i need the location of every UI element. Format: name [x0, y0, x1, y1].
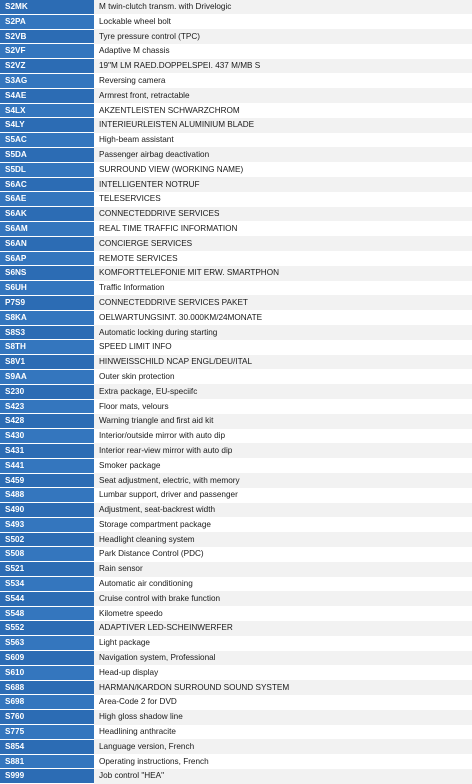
option-code: S610: [0, 665, 94, 680]
table-row: [0, 325, 472, 340]
option-code: S5AC: [0, 133, 94, 148]
table-row: [0, 636, 472, 651]
option-code: S2MK: [0, 0, 94, 14]
option-description: Extra package, EU-speciifc: [94, 384, 472, 399]
table-row: [0, 340, 472, 355]
table-row: [0, 532, 472, 547]
table-row: [0, 29, 472, 44]
option-code: S698: [0, 695, 94, 710]
option-code: S430: [0, 429, 94, 444]
option-description: Outer skin protection: [94, 369, 472, 384]
option-description: Warning triangle and first aid kit: [94, 414, 472, 429]
option-code: S775: [0, 725, 94, 740]
option-description: Lockable wheel bolt: [94, 14, 472, 29]
option-description: TELESERVICES: [94, 192, 472, 207]
table-row: [0, 192, 472, 207]
option-code: S5DA: [0, 147, 94, 162]
option-code: S431: [0, 443, 94, 458]
table-row: [0, 503, 472, 518]
option-description: M twin-clutch transm. with Drivelogic: [94, 0, 472, 14]
option-description: Passenger airbag deactivation: [94, 147, 472, 162]
table-row: [0, 621, 472, 636]
table-row: [0, 281, 472, 296]
table-row: [0, 295, 472, 310]
option-code: S441: [0, 458, 94, 473]
table-row: [0, 88, 472, 103]
table-row: [0, 458, 472, 473]
option-description: Interior/outside mirror with auto dip: [94, 429, 472, 444]
option-description: CONNECTEDDRIVE SERVICES PAKET: [94, 295, 472, 310]
option-code: S4AE: [0, 88, 94, 103]
option-code: S508: [0, 547, 94, 562]
table-row: [0, 710, 472, 725]
table-row: [0, 236, 472, 251]
table-row: [0, 369, 472, 384]
option-code: S534: [0, 577, 94, 592]
option-code: S3AG: [0, 73, 94, 88]
option-code: S563: [0, 636, 94, 651]
option-code: S502: [0, 532, 94, 547]
option-description: INTERIEURLEISTEN ALUMINIUM BLADE: [94, 118, 472, 133]
table-row: [0, 147, 472, 162]
option-code: S999: [0, 769, 94, 784]
option-description: 19"M LM RAED.DOPPELSPEI. 437 M/MB S: [94, 59, 472, 74]
table-row: [0, 547, 472, 562]
table-row: [0, 59, 472, 74]
option-code: S760: [0, 710, 94, 725]
option-description: Headlining anthracite: [94, 725, 472, 740]
option-code: S5DL: [0, 162, 94, 177]
table-row: [0, 488, 472, 503]
option-code: S8TH: [0, 340, 94, 355]
option-description: Tyre pressure control (TPC): [94, 29, 472, 44]
option-description: REMOTE SERVICES: [94, 251, 472, 266]
option-description: Reversing camera: [94, 73, 472, 88]
option-code: S881: [0, 754, 94, 769]
option-description: Interior rear-view mirror with auto dip: [94, 443, 472, 458]
option-code: S854: [0, 739, 94, 754]
option-description: OELWARTUNGSINT. 30.000KM/24MONATE: [94, 310, 472, 325]
option-description: Automatic air conditioning: [94, 577, 472, 592]
table-row: [0, 251, 472, 266]
option-description: HINWEISSCHILD NCAP ENGL/DEU/ITAL: [94, 355, 472, 370]
option-description: Automatic locking during starting: [94, 325, 472, 340]
table-row: [0, 651, 472, 666]
option-description: REAL TIME TRAFFIC INFORMATION: [94, 221, 472, 236]
table-row: [0, 665, 472, 680]
option-code: P7S9: [0, 295, 94, 310]
option-code: S2VF: [0, 44, 94, 59]
table-row: [0, 310, 472, 325]
table-row: [0, 562, 472, 577]
option-description: Storage compartment package: [94, 517, 472, 532]
option-code: S6NS: [0, 266, 94, 281]
option-code: S230: [0, 384, 94, 399]
option-code: S6AP: [0, 251, 94, 266]
table-row: [0, 399, 472, 414]
option-code: S423: [0, 399, 94, 414]
option-code: S459: [0, 473, 94, 488]
option-description: Adaptive M chassis: [94, 44, 472, 59]
table-row: [0, 162, 472, 177]
table-row: [0, 44, 472, 59]
table-row: [0, 103, 472, 118]
option-code: S688: [0, 680, 94, 695]
option-description: High gloss shadow line: [94, 710, 472, 725]
option-description: Armrest front, retractable: [94, 88, 472, 103]
option-code: S552: [0, 621, 94, 636]
table-row: [0, 207, 472, 222]
option-code: S6AC: [0, 177, 94, 192]
table-row: [0, 577, 472, 592]
option-description: Rain sensor: [94, 562, 472, 577]
option-description: Headlight cleaning system: [94, 532, 472, 547]
table-row: [0, 473, 472, 488]
option-description: Light package: [94, 636, 472, 651]
table-row: [0, 725, 472, 740]
option-code: S8KA: [0, 310, 94, 325]
option-description: Job control "HEA": [94, 769, 472, 784]
option-code: S2VB: [0, 29, 94, 44]
option-code: S6AM: [0, 221, 94, 236]
option-description: Smoker package: [94, 458, 472, 473]
table-row: [0, 221, 472, 236]
option-description: Park Distance Control (PDC): [94, 547, 472, 562]
option-code: S428: [0, 414, 94, 429]
option-description: Cruise control with brake function: [94, 591, 472, 606]
table-row: [0, 769, 472, 784]
option-code: S4LX: [0, 103, 94, 118]
table-row: [0, 73, 472, 88]
table-row: [0, 118, 472, 133]
table-row: [0, 414, 472, 429]
table-row: [0, 266, 472, 281]
table-row: [0, 606, 472, 621]
option-description: CONNECTEDDRIVE SERVICES: [94, 207, 472, 222]
table-row: [0, 429, 472, 444]
option-code: S488: [0, 488, 94, 503]
option-code: S544: [0, 591, 94, 606]
table-row: [0, 739, 472, 754]
option-code: S548: [0, 606, 94, 621]
table-row: [0, 517, 472, 532]
option-description: Lumbar support, driver and passenger: [94, 488, 472, 503]
option-description: SURROUND VIEW (WORKING NAME): [94, 162, 472, 177]
option-description: Operating instructions, French: [94, 754, 472, 769]
option-description: Area-Code 2 for DVD: [94, 695, 472, 710]
option-code: S609: [0, 651, 94, 666]
table-row: [0, 695, 472, 710]
option-description: HARMAN/KARDON SURROUND SOUND SYSTEM: [94, 680, 472, 695]
option-description: Traffic Information: [94, 281, 472, 296]
option-description: Kilometre speedo: [94, 606, 472, 621]
option-code: S6AK: [0, 207, 94, 222]
option-code: S6UH: [0, 281, 94, 296]
option-description: INTELLIGENTER NOTRUF: [94, 177, 472, 192]
option-description: Floor mats, velours: [94, 399, 472, 414]
table-row: [0, 14, 472, 29]
option-code: S2PA: [0, 14, 94, 29]
table-row: [0, 443, 472, 458]
table-row: [0, 591, 472, 606]
option-description: High-beam assistant: [94, 133, 472, 148]
option-code: S493: [0, 517, 94, 532]
table-row: [0, 384, 472, 399]
option-description: Adjustment, seat-backrest width: [94, 503, 472, 518]
option-description: KOMFORTTELEFONIE MIT ERW. SMARTPHON: [94, 266, 472, 281]
option-description: CONCIERGE SERVICES: [94, 236, 472, 251]
option-description: Language version, French: [94, 739, 472, 754]
option-code: S9AA: [0, 369, 94, 384]
option-description: SPEED LIMIT INFO: [94, 340, 472, 355]
option-code: S521: [0, 562, 94, 577]
table-row: [0, 0, 472, 14]
table-row: [0, 754, 472, 769]
option-code: S8S3: [0, 325, 94, 340]
option-code: S8V1: [0, 355, 94, 370]
table-row: [0, 177, 472, 192]
table-row: [0, 355, 472, 370]
option-description: Navigation system, Professional: [94, 651, 472, 666]
option-code: S490: [0, 503, 94, 518]
option-description: Head-up display: [94, 665, 472, 680]
table-row: [0, 133, 472, 148]
option-code: S4LY: [0, 118, 94, 133]
option-description: ADAPTIVER LED-SCHEINWERFER: [94, 621, 472, 636]
option-description: Seat adjustment, electric, with memory: [94, 473, 472, 488]
table-row: [0, 680, 472, 695]
option-code: S6AN: [0, 236, 94, 251]
option-code: S2VZ: [0, 59, 94, 74]
option-code: S6AE: [0, 192, 94, 207]
option-description: AKZENTLEISTEN SCHWARZCHROM: [94, 103, 472, 118]
